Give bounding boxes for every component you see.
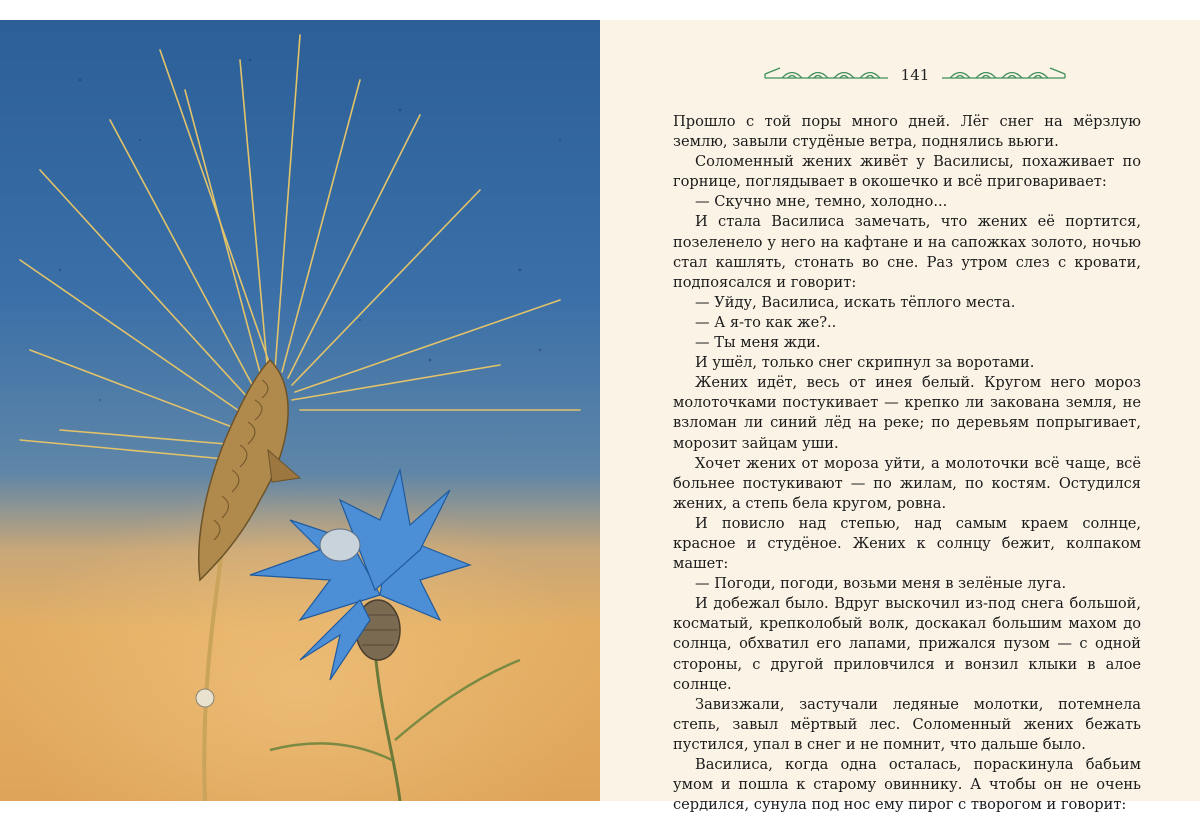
paragraph: Завизжали, застучали ледяные молотки, потемнела степь, завыл мёртвый лес. Соломенный жених бежать пустился, упал в снег и не помнит, что дальше было. — [673, 695, 1141, 753]
paragraph: — А я-то как же?.. — [695, 313, 837, 331]
wheat-and-cornflower-illustration — [0, 20, 600, 801]
book-spread — [0, 20, 1200, 814]
page-header — [760, 65, 1070, 87]
story-text — [673, 112, 1141, 815]
paragraph: — Уйду, Василиса, искать тёплого места. — [695, 293, 1016, 311]
paragraph: Хочет жених от мороза уйти, а молоточки всё чаще, всё больнее постукивают — по жилам, по костям. Остудился жених, а степь бела кругом, ровна. — [673, 454, 1141, 512]
paragraph: — Погоди, погоди, возьми меня в зелёные луга. — [695, 575, 1067, 593]
illustration-page — [0, 20, 600, 801]
paragraph: Василиса, когда одна осталась, пораскинула бабьим умом и пошла к старому овиннику. А чтобы он не очень сердился, сунула под нос ему пирог с творогом и говорит: — [673, 756, 1141, 814]
cornflower-face — [320, 529, 360, 561]
paragraph: — Ты меня жди. — [695, 334, 821, 352]
text-page — [600, 20, 1200, 814]
paragraph: И повисло над степью, над самым краем солнце, красное и студёное. Жених к солнцу бежит, колпаком машет: — [673, 514, 1141, 573]
paragraph: И добежал было. Вдруг выскочил из-под снега большой, косматый, крепколобый волк, доскакал большим махом до солнца, обхватил его лапами, прижался пузом — с одной стороны, с другой приловчился и вонзил клыки в алое солнце. — [673, 595, 1141, 693]
snail-shell — [196, 689, 214, 707]
page-number: 141 — [900, 66, 930, 84]
paragraph: И стала Василиса замечать, что жених её портится, позеленело у него на кафтане и на сапожках золото, ночью стал кашлять, стонать во сне. Раз утром слез с кровати, подпоясался и говорит: — [673, 213, 1141, 291]
paragraph: Жених идёт, весь от инея белый. Кругом него мороз молоточками постукивает — крепко ли закована земля, не взломан ли синий лёд на реке; по деревьям попрыгивает, морозит зайцам уши. — [673, 374, 1141, 452]
paragraph: Прошло с той поры много дней. Лёг снег на мёрзлую землю, завыли студёные ветра, поднялись вьюги. — [673, 113, 1141, 151]
paragraph: Соломенный жених живёт у Василисы, похаживает по горнице, поглядывает в окошечко и всё приговаривает: — [673, 153, 1141, 191]
paragraph: — Скучно мне, темно, холодно... — [695, 193, 948, 211]
paragraph: И ушёл, только снег скрипнул за воротами. — [695, 354, 1035, 372]
